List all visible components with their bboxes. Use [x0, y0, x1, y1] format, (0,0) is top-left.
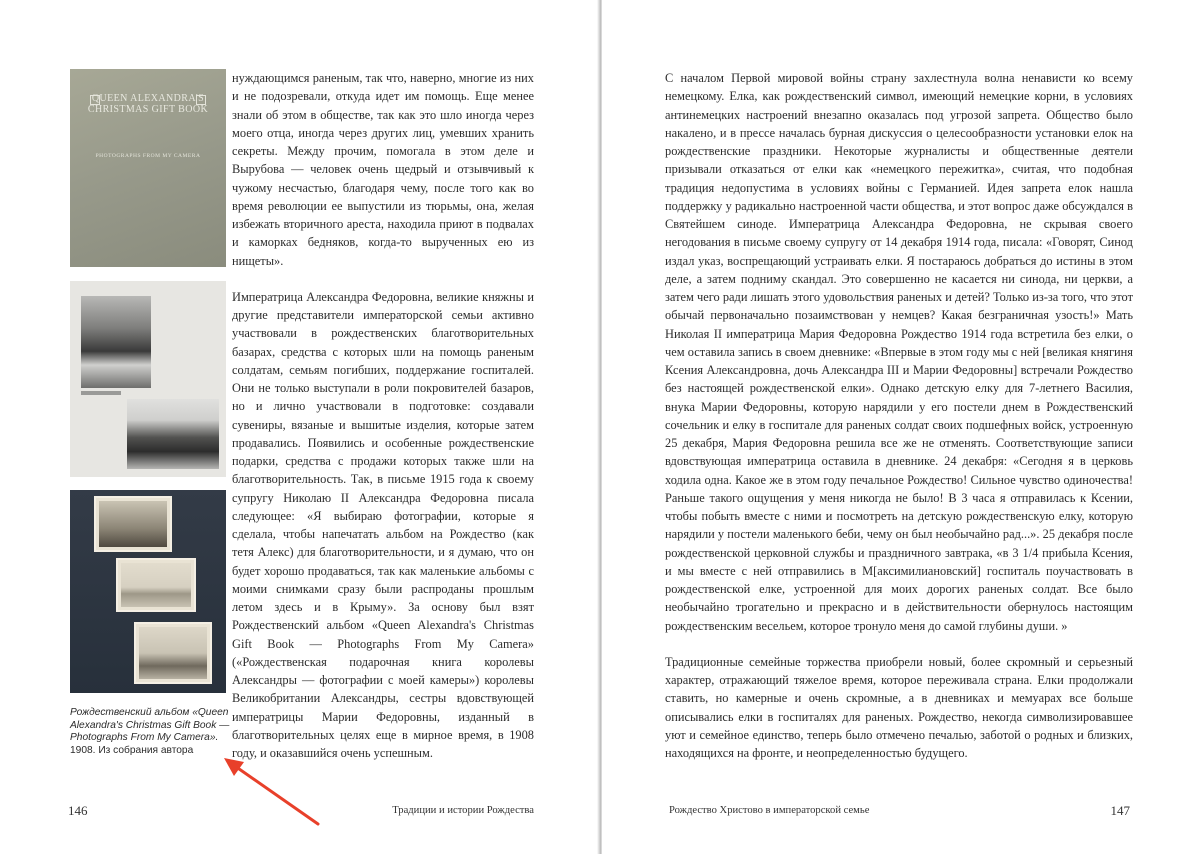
group-photo — [127, 399, 219, 469]
paragraph: Императрица Александра Федоровна, великие княжны и другие представители императорской семьи активно участвовали в рождественских благотворительных базарах, средства с которых шли на помощь раненым солдатам, семьям погибших, поддержание госпиталей. Они не только выступали в роли покровителей базаров, но и лично участвовали в подготовке: создавали сувениры, вязаные и вышитые изделия, которые затем продавались. Появились и особенные рождественские подарки, средства с продажи которых также шли на благотворительность. Так, в письме 1915 года к своему супругу Николаю II Александра Федоровна писала следующее: «Я выбираю фотографии, которые я сделала, чтобы напечатать альбом на Рождество (как тетя Алекс) для благотворительности, и я думаю, что он будет хорошо продаваться, так как маленькие альбомы с моими снимками сразу были распроданы прошлым летом здесь и в Крыму». За основу был взят Рождественский альбом «Queen Alexandra's Christmas Gift Book — Photographs From My Camera» («Рождественская подарочная книга королевы Александры — фотографии с моей камеры») королевы Великобритании Александры, сестры вдовствующей императрицы Марии Федоровны, изданный в благотворительных целях еще в мирное время, в 1908 году, и оказавшийся очень успешным. — [232, 289, 534, 760]
paragraph: нуждающимся раненым, так что, наверно, многие из них и не подозревали, откуда идет им помощь. Еще менее знали об этом в обществе, так как это шло иногда через моего отца, иногда через других лиц, умевших хранить секреты. Между прочим, помогала в этом деле и Вырубова — человек очень щедрый и отзывчивый к чужому несчастью, благодаря чему, после того как во время революции ее выпустили из тюрьмы, она, желая избежать вторичного ареста, находила приют в подвалах и каморках бедняков, когда-то вырученных ею из нищеты». — [232, 71, 534, 268]
paragraph: Традиционные семейные торжества приобрели новый, более скромный и серьезный характер, отражающий тяжелое время, которое переживала страна. Елки продолжали ставить, но камерные и очень скромные, а в дневниках и мемуарах все больше описывались елки в госпиталях для раненых. Рождество, некогда символизировавшее уют и семейное единство, теперь было отмечено печалью, заботой о родных и близких, находящихся на фронте, и неопределенностью будущего. — [665, 654, 1133, 760]
page-number: 147 — [1110, 803, 1130, 818]
cover-title: QUEEN ALEXANDRA'S CHRISTMAS GIFT BOOK — [87, 93, 209, 115]
album-spread-photo — [70, 490, 226, 693]
right-text-column — [665, 69, 1133, 762]
running-head: Традиции и истории Рождества — [392, 805, 534, 816]
caption-source: 1908. Из собрания автора — [70, 744, 194, 756]
left-text-column — [232, 69, 534, 762]
snapshot-2 — [116, 558, 196, 612]
snapshot-3 — [134, 622, 212, 684]
annotation-arrow-icon — [222, 756, 322, 828]
children-photo — [81, 296, 151, 388]
caption-italic: Рождественский альбом «Queen Alexandra's Christmas Gift Book — Photographs From My Camera». — [70, 707, 230, 744]
right-page — [602, 0, 1195, 854]
figure-caption — [70, 707, 230, 757]
running-head: Рождество Христово в императорской семье — [669, 805, 870, 816]
paragraph: С началом Первой мировой войны страну захлестнула волна ненависти ко всему немецкому. Елка, как рождественский символ, имеющий немецкие корни, в условиях антинемецких настроений внезапно оказалась под угрозой запрета. Общество было накалено, и в прессе началась бурная дискуссия о целесообразности установки елок на рождественские праздники. Некоторые журналисты и общественные деятели призывали отказаться от елки как «немецкого пережитка», считая, что подобная традиция недопустима в условиях войны с Германией. Идея запрета елок нашла поддержку у радикально настроенной части общества, и этот вопрос даже обсуждался в Святейшем синоде. Императрица Александра Федоровна, не скрывая своего негодования в письме своему супругу от 14 декабря 1914 года, писала: «Говорят, Синод издал указ, воспрещающий устраивать елки. Я постараюсь добраться до истины в этом деле, а затем подниму скандал. Это совершенно не касается ни синода, ни церкви, а затем чего ради лишать этого удовольствия раненых и детей? Только из-за того, что этот обычай первоначально позаимствован у немцев? Какая безграничная узость!» Мать Николая II императрица Мария Федоровна Рождество 1914 года встретила без елки, о чем оставила запись в своем дневнике: «Впервые в этом году мы с ней [великая княгиня Ксения Александровна, дочь Александра III и Марии Федоровны] встречали Рождество без настоящей рождественской елки». Однако детскую елку для 7-летнего Василия, внука Марии Федоровны, которую нарядили у его постели днем в Рождественский сочельник и елку в госпитале для раненых солдат своих подшефных войск, устроенную 25 декабря, Мария Федоровна решила все же не отменять. Соответствующие записи вдовствующая императрица оставила в дневнике. 24 декабря: «Сегодня я в церковь ходила одна. Какое же в этом году печальное Рождество! Сильное чувство одиночества! Раньше такого ощущения у меня никогда не было! В 3 часа я отправилась к Ксении, чтобы побыть вместе с ними и посмотреть на детскую рождественскую елку, которую нарядили у постели маленького беби, чему он был необычайно рад...». 25 декабря после рождественской церковной службы и праздничного завтрака, «в 3 1/4 прибыла Ксения, и мы вместе с ней отправились в М[аксимилиановский] госпиталь поучаствовать в рождественской елке, устроенной для моих дорогих раненых солдат. Все было необычайно трогательно и прекрасно и в действительности обернулось настоящим рождественским весельем, которое тронуло меня до самой глубины души. » — [665, 71, 1133, 633]
snapshot-1 — [94, 496, 172, 552]
cover-subtitle: PHOTOGRAPHS FROM MY CAMERA — [95, 153, 201, 159]
album-cover-photo — [70, 69, 226, 267]
album-page-photo — [70, 281, 226, 477]
photo-caption-mark — [81, 391, 121, 395]
page-number: 146 — [68, 803, 88, 818]
